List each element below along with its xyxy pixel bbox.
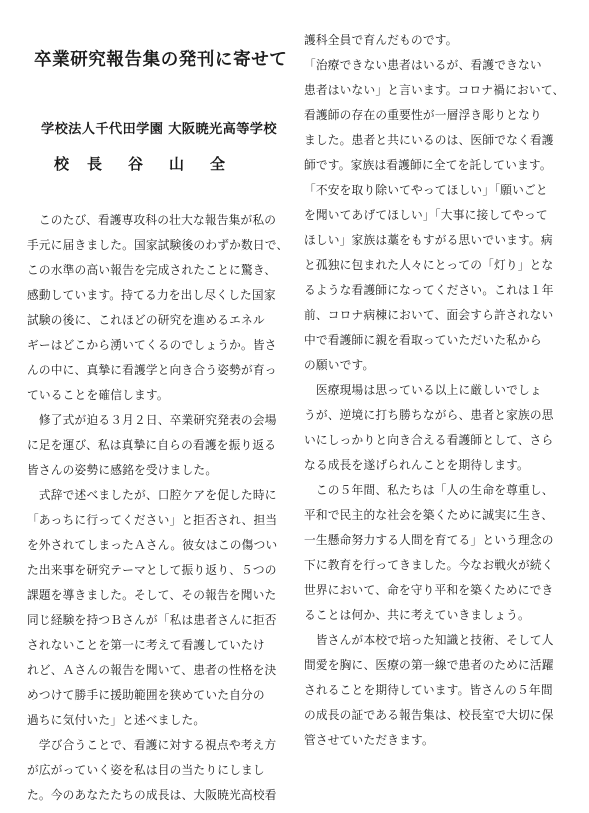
text-line: 間愛を胸に、医療の第一線で患者のために活躍 [304, 658, 554, 672]
text-line: の成長の証である報告集は、校長室で大切に保 [304, 708, 554, 722]
text-line: と孤独に包まれた人々にとっての「灯り」とな [304, 258, 554, 272]
right-column-body [304, 28, 564, 753]
text-line: に足を運び、私は真摯に自らの看護を振り返る [27, 438, 277, 452]
text-line: 「不安を取り除いてやってほしい」「願いごと [304, 183, 548, 197]
text-line: このたび、看護専攻科の壮大な報告集が私の [27, 213, 277, 227]
text-line: なる成長を遂げられんことを期待します。 [304, 458, 529, 472]
text-line: 修了式が迫る３月２日、卒業研究発表の会場 [27, 413, 277, 427]
text-line: 試験の後に、これほどの研究を進めるエネル [27, 313, 265, 327]
text-line: 患者はいない」と言います。コロナ禍において、 [304, 83, 565, 97]
text-line: れど、Ａさんの報告を聞いて、患者の性格を決 [27, 663, 277, 677]
text-line: 平和で民主的な社会を築くために誠実に生き、 [304, 508, 554, 522]
text-line: めつけて勝手に援助範囲を狭めていた自分の [27, 688, 265, 702]
school-organization: 学校法人千代田学園 大阪暁光高等学校 [41, 122, 277, 137]
principal-name: 谷山全 [128, 155, 252, 173]
text-line: ほしい」家族は藁をもすがる思いでいます。病 [304, 233, 553, 247]
text-line: 師です。家族は看護師に全てを託しています。 [304, 158, 552, 172]
text-line: 管させていただきます。 [304, 733, 434, 747]
text-line: ギーはどこから湧いてくるのでしょうか。皆さ [27, 338, 277, 352]
text-line: 皆さんが本校で培った知識と技術、そして人 [304, 633, 554, 647]
text-line: 「治療できない患者はいるが、看護できない [304, 58, 542, 72]
text-line: ました。患者と共にいるのは、医師でなく看護 [304, 133, 554, 147]
text-line: ていることを確信します。 [27, 388, 169, 402]
text-line: 同じ経験を持つＢさんが「私は患者さんに拒否 [27, 613, 277, 627]
text-line: 皆さんの姿勢に感銘を受けました。 [27, 463, 218, 477]
text-line: いにしっかりと向き合える看護師として、さら [304, 433, 554, 447]
text-line: た。今のあなたたちの成長は、大阪暁光高校看 [27, 788, 277, 802]
text-line: を聞いてあげてほしい」「大事に接してやって [304, 208, 548, 222]
text-line: 医療現場は思っている以上に厳しいでしょ [304, 383, 542, 397]
document-title: 卒業研究報告集の発刊に寄せて [34, 50, 288, 70]
text-line: 「あっちに行ってください」と拒否され、担当 [27, 513, 278, 527]
text-line: 感動しています。持てる力を出し尽くした国家 [27, 288, 276, 302]
text-line: されることを期待しています。皆さんの５年間 [304, 683, 553, 697]
text-line: 一生懸命努力する人間を育てる」という理念の [304, 533, 554, 547]
text-line: が広がっていく姿を私は目の当たりにしまし [27, 763, 265, 777]
text-line: 過ちに気付いた」と述べました。 [27, 713, 206, 727]
text-line: 中で看護師に親を看取っていただいた私から [304, 333, 542, 347]
text-line: るような看護師になってください。これは１年 [304, 283, 554, 297]
text-line: 前、コロナ病棟において、面会すら許されない [304, 308, 554, 322]
text-line: うが、逆境に打ち勝ちながら、患者と家族の思 [304, 408, 554, 422]
text-line: ることは何か、共に考えていきましょう。 [304, 608, 530, 622]
text-line: 式辞で述べましたが、口腔ケアを促した時に [27, 488, 277, 502]
text-line: の願いです。 [304, 358, 375, 372]
text-line: 課題を導きました。そして、その報告を聞いた [27, 588, 277, 602]
text-line: 下に教育を行ってきました。今なお戦火が続く [304, 558, 554, 572]
text-line: 学び合うことで、看護に対する視点や考え方 [27, 738, 277, 752]
text-line: た出来事を研究テーマとして振り返り、５つの [27, 563, 277, 577]
text-line: されないことを第一に考えて看護していたけ [27, 638, 265, 652]
principal-label: 校長 [54, 155, 121, 173]
text-line: この水準の高い報告を完成されたことに驚き、 [27, 263, 277, 277]
text-line: を外されてしまったＡさん。彼女はこの傷つい [27, 538, 278, 552]
text-line: 護科全員で育んだものです。 [304, 33, 458, 47]
text-line: 手元に届きました。国家試験後のわずか数日で、 [27, 238, 289, 252]
text-line: 世界において、命を守り平和を築くためにでき [304, 583, 554, 597]
text-line: 看護師の存在の重要性が一層浮き彫りとなり [304, 108, 542, 122]
text-line: んの中に、真摯に看護学と向き合う姿勢が育っ [27, 363, 277, 377]
text-line: この５年間、私たちは「人の生命を尊重し、 [304, 483, 554, 497]
left-column-body [27, 208, 288, 808]
